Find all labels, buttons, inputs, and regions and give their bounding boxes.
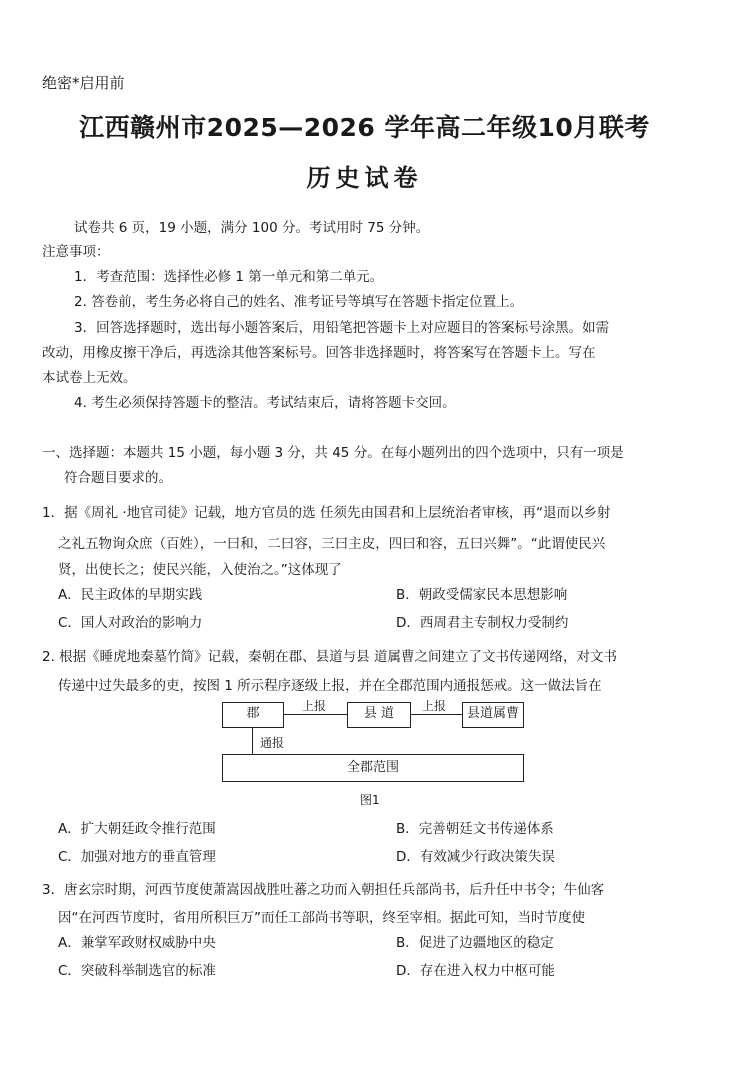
q3-option-c: C．突破科举制选官的标准 [58,963,216,979]
q1-option-c: C．国人对政治的影响力 [58,615,203,631]
q1-option-d: D．西周君主专制权力受制约 [396,615,569,631]
figure-caption: 图1 [360,793,380,807]
confidential-mark: 绝密*启用前 [42,74,125,92]
exam-subtitle: 历史试卷 [306,164,423,192]
question-3-stem: 3．唐玄宗时期，河西节度使萧嵩因战胜吐蕃之功而入朝担任兵部尚书，后升任中书令；牛仙客 [42,882,605,898]
section-heading: 一、选择题：本题共 15 小题，每小题 3 分，共 45 分。在每小题列出的四个选项中，只有一项是 [42,445,624,461]
figure-connector [410,714,462,715]
question-1-stem: 1．据《周礼 ·地官司徒》记载，地方官员的选 任须先由国君和上层统治者审核，再“退而以乡射 [42,505,611,521]
notice-item: 4. 考生必须保持答题卡的整洁。考试结束后，请将答题卡交回。 [74,395,456,411]
figure-box-whole-prefecture: 全郡范围 [222,754,524,782]
question-1-stem: 之礼五物询众庶（百姓），一曰和，二曰容，三曰主皮，四曰和容，五曰兴舞”。“此谓使民兴 [58,536,606,552]
q3-option-a: A．兼掌军政财权威胁中央 [58,935,216,951]
exam-summary: 试卷共 6 页，19 小题，满分 100 分。考试用时 75 分钟。 [74,220,430,236]
q3-option-d: D．存在进入权力中枢可能 [396,963,555,979]
question-2-stem: 传递中过失最多的吏，按图 1 所示程序逐级上报，并在全郡范围内通报惩戒。这一做法旨在 [58,678,602,694]
q2-option-b: B．完善朝廷文书传递体系 [396,821,554,837]
notice-item: 3．回答选择题时，选出每小题答案后，用铅笔把答题卡上对应题目的答案标号涂黑。如需 [74,320,610,336]
figure-label-report-1: 上报 [302,699,327,713]
q2-option-a: A．扩大朝廷政令推行范围 [58,821,216,837]
q1-option-b: B．朝政受儒家民本思想影响 [396,587,568,603]
question-3-stem: 因“在河西节度时，省用所积巨万”而任工部尚书等职，终至宰相。据此可知，当时节度使 [58,910,585,926]
figure-box-jun: 郡 [222,702,284,728]
figure-label-report-2: 上报 [422,699,447,713]
question-2-stem: 2. 根据《睡虎地秦墓竹简》记载，秦朝在郡、县道与县 道属曹之间建立了文书传递网络，对文书 [42,649,617,665]
figure-connector-vertical [252,727,253,754]
q1-option-a: A．民主政体的早期实践 [58,587,203,603]
q3-option-b: B．促进了边疆地区的稳定 [396,935,554,951]
section-heading-continued: 符合题目要求的。 [64,470,172,486]
figure-box-shucao: 县道属曹 [462,702,524,728]
q2-option-d: D．有效减少行政决策失误 [396,849,555,865]
question-1-stem: 贤，出使长之；使民兴能，入使治之。”这体现了 [58,562,342,578]
notice-item: 2. 答卷前，考生务必将自己的姓名、准考证号等填写在答题卡指定位置上。 [74,294,524,310]
figure-label-notify: 通报 [260,736,285,750]
exam-title: 江西赣州市2025—2026 学年高二年级10月联考 [79,113,650,142]
q2-option-c: C．加强对地方的垂直管理 [58,849,216,865]
figure-connector [283,714,347,715]
notice-item: 1．考查范围：选择性必修 1 第一单元和第二单元。 [74,269,384,285]
notice-item-continued: 改动，用橡皮擦干净后，再选涂其他答案标号。回答非选择题时，将答案写在答题卡上。写在 [42,345,596,361]
notice-item-continued: 本试卷上无效。 [42,370,137,386]
figure-box-xiandao: 县 道 [347,702,411,728]
notice-label: 注意事项： [42,244,110,260]
